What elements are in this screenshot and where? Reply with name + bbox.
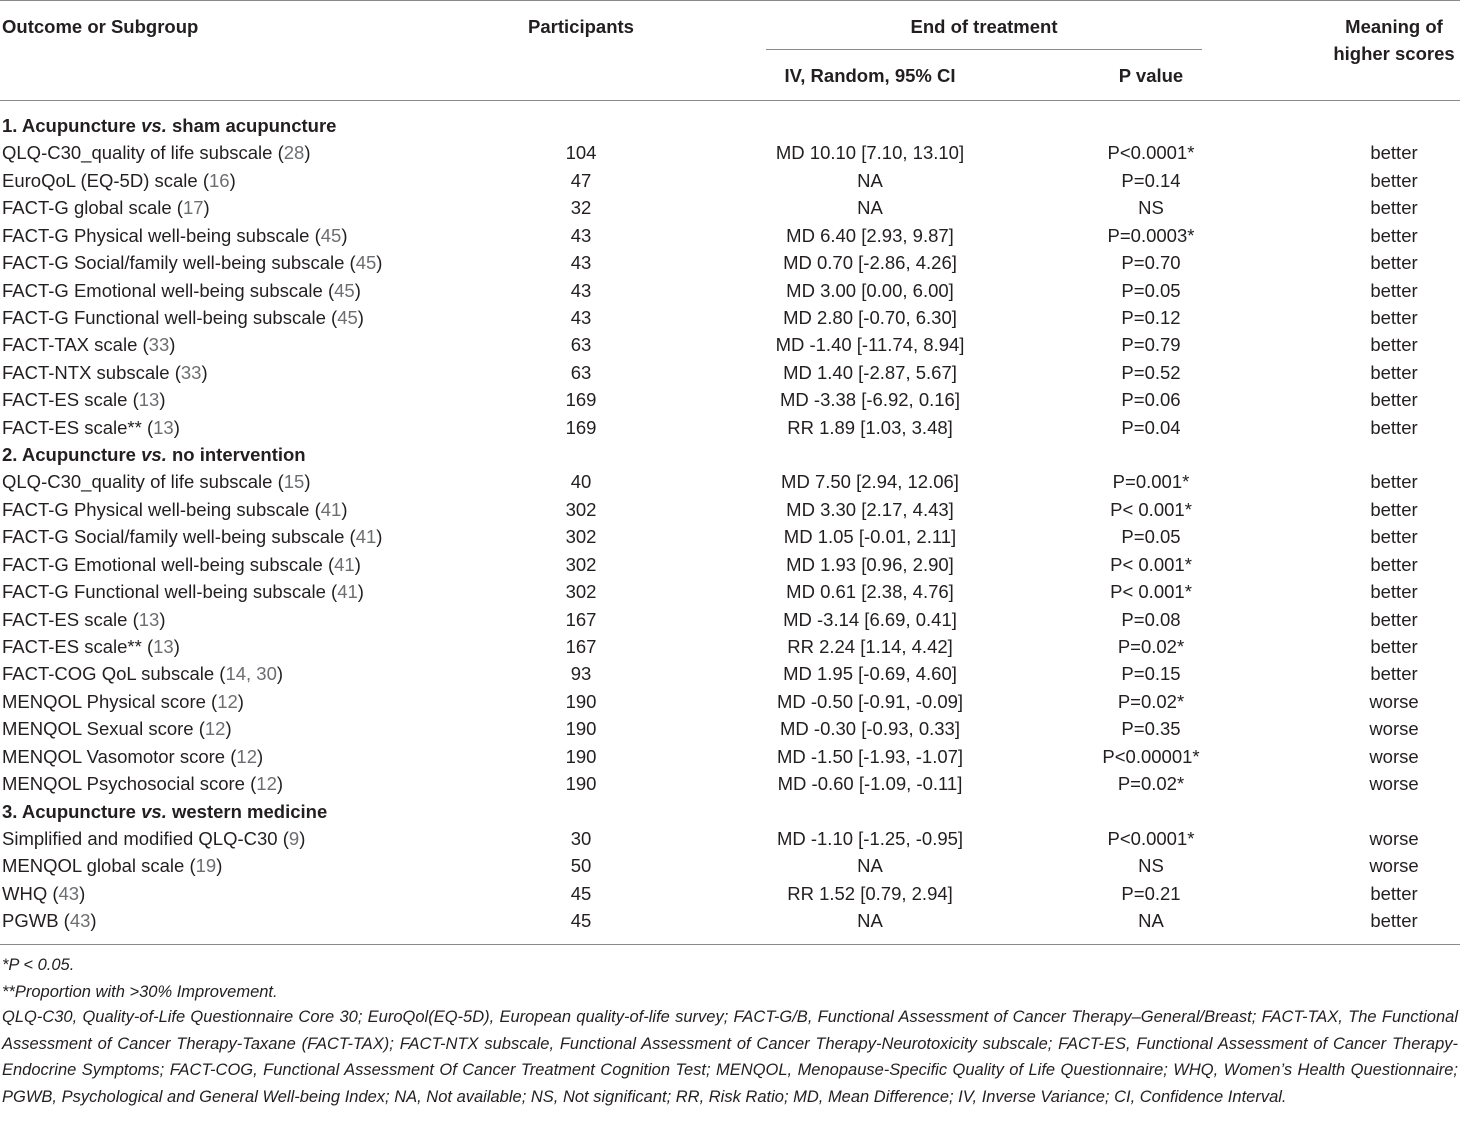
participants-cell: 167 [565,608,597,630]
reference-link[interactable]: 33 [148,334,170,356]
outcome-label-close: ) [216,855,223,877]
participants-cell: 32 [570,197,592,219]
outcome-cell [2,390,165,410]
p-value-cell: P=0.04 [1121,416,1181,438]
outcome-label-close: ) [357,581,364,603]
outcome-label-close: ) [341,498,348,520]
reference-link[interactable]: 14, 30 [225,663,277,685]
outcome-label-close: ) [304,471,311,493]
outcome-cell [2,884,85,904]
meaning-cell: better [1370,361,1418,383]
outcome-label: FACT-G Social/family well-being subscale ( [2,526,356,548]
outcome-label: QLQ-C30_quality of life subscale ( [2,471,284,493]
p-value-cell: P=0.02* [1117,773,1185,795]
reference-link[interactable]: 15 [283,471,305,493]
outcome-label: FACT-ES scale** ( [2,416,154,438]
outcome-cell [2,719,232,739]
outcome-label: PGWB ( [2,910,70,932]
outcome-cell [2,856,222,876]
participants-cell: 302 [565,553,597,575]
outcome-label-close: ) [90,910,97,932]
meaning-cell: better [1370,142,1418,164]
outcome-cell [2,555,361,575]
participants-cell: 190 [565,690,597,712]
ci-cell: RR 1.52 [0.79, 2.94] [787,882,953,904]
reference-link[interactable]: 16 [209,169,230,191]
meaning-cell: better [1370,526,1418,548]
outcome-label-close: ) [229,169,236,191]
outcome-cell [2,363,208,383]
outcome-cell [2,637,180,657]
meaning-cell: better [1370,581,1418,603]
outcome-label: FACT-G Functional well-being subscale ( [2,306,338,328]
participants-cell: 43 [570,252,592,274]
outcome-label-close: ) [79,882,86,904]
participants-cell: 45 [570,882,592,904]
participants-cell: 43 [570,279,592,301]
outcome-label: FACT-ES scale** ( [2,635,154,657]
meaning-cell: better [1370,471,1418,493]
p-value-cell: P=0.14 [1121,169,1181,191]
meaning-cell: better [1370,306,1418,328]
outcome-label-close: ) [304,142,311,164]
header-meaning-line2: higher scores [1333,43,1455,64]
reference-link[interactable]: 45 [355,252,377,274]
outcome-label: FACT-COG QoL subscale ( [2,663,226,685]
ci-cell: MD -0.60 [-1.09, -0.11] [777,773,963,795]
section-heading [2,116,336,136]
ci-cell: MD 1.40 [-2.87, 5.67] [783,361,957,383]
p-value-cell: P<0.00001* [1102,745,1200,767]
p-value-cell: P< 0.001* [1110,553,1192,575]
ci-cell: MD -3.14 [6.69, 0.41] [783,608,957,630]
p-value-cell: P=0.12 [1121,306,1181,328]
section-vs: vs. [141,800,167,822]
outcome-cell [2,747,263,767]
outcome-cell [2,335,175,355]
p-value-cell: P=0.08 [1121,608,1181,630]
reference-link[interactable]: 41 [337,581,358,603]
outcome-label: Simplified and modified QLQ-C30 ( [2,827,289,849]
outcome-cell [2,610,165,630]
footnote-abbreviations: QLQ-C30, Quality-of-Life Questionnaire Core 30; EuroQol(EQ-5D), European quality-of-life survey; FACT-G/B, Functional Assessment of Cancer Therapy–General/Breast; FACT-TAX, The Functional Assessment of Cancer Therapy-Taxane (FACT-TAX); FACT-NTX subscale, Functional Assessment of Cancer Therapy-Neurotoxicity subscale; FACT-ES, Functional Assessment of Cancer Therapy-Endocrine Symptoms; FACT-COG, Functional Assessment Of Cancer Treatment Cognition Test; MENQOL, Menopause-Specific Quality of Life Questionnaire; WHQ, Women’s Health Questionnaire; PGWB, Psychological and General Well-being Index; NA, Not available; NS, Not significant; RR, Risk Ratio; MD, Mean Difference; IV, Inverse Variance; CI, Confidence Interval. [2,1008,1458,1106]
outcome-label: WHQ ( [2,882,59,904]
outcome-label-close: ) [203,197,210,219]
meaning-cell: better [1370,910,1418,932]
reference-link[interactable]: 12 [217,690,238,712]
ci-cell: NA [857,197,883,219]
section-vs: vs. [141,444,167,466]
participants-cell: 63 [570,334,592,356]
participants-cell: 190 [565,718,597,740]
reference-link[interactable]: 13 [138,608,160,630]
ci-cell: NA [857,855,883,877]
outcome-label: FACT-G Physical well-being subscale ( [2,498,321,520]
outcome-label: FACT-NTX subscale ( [2,361,181,383]
outcome-label-close: ) [299,827,306,849]
outcome-cell [2,582,364,602]
reference-link[interactable]: 33 [180,361,202,383]
reference-link[interactable]: 13 [153,635,174,657]
meaning-cell: better [1370,389,1418,411]
reference-link[interactable]: 41 [355,526,377,548]
outcome-label: FACT-ES scale ( [2,389,139,411]
ci-cell: RR 2.24 [1.14, 4.42] [787,635,953,657]
outcome-label-close: ) [276,773,284,795]
outcome-cell [2,527,382,547]
section-number: 3. Acupuncture [2,800,142,822]
meaning-cell: better [1370,635,1418,657]
outcome-label: MENQOL Psychosocial score ( [2,773,257,795]
p-value-cell: P=0.15 [1121,663,1181,685]
meaning-cell: worse [1369,827,1419,849]
p-value-cell: P=0.70 [1121,252,1181,274]
outcome-label-close: ) [169,334,176,356]
p-value-cell: P=0.06 [1121,389,1181,411]
p-value-cell: NA [1138,910,1164,932]
header-subrule [766,49,1202,50]
p-value-cell: P=0.001* [1112,471,1190,493]
footnote-significance: *P < 0.05. [2,956,75,974]
ci-cell: MD 0.70 [-2.86, 4.26] [783,252,957,274]
outcome-cell [2,911,97,931]
meaning-cell: worse [1369,745,1419,767]
header-p-value: P value [1118,65,1184,86]
reference-link[interactable]: 28 [283,142,305,164]
ci-cell: MD 10.10 [7.10, 13.10] [775,142,965,164]
p-value-cell: P<0.0001* [1107,142,1195,164]
p-value-cell: P<0.0001* [1107,827,1195,849]
participants-cell: 47 [570,169,592,191]
meaning-cell: better [1370,882,1418,904]
p-value-cell: P=0.35 [1121,718,1181,740]
p-value-cell: NS [1138,197,1164,219]
p-value-cell: P=0.02* [1117,635,1185,657]
reference-link[interactable]: 45 [334,279,355,301]
header-participants: Participants [528,16,634,37]
meaning-cell: better [1370,608,1418,630]
ci-cell: MD -1.10 [-1.25, -0.95] [776,827,964,849]
participants-cell: 167 [565,635,597,657]
ci-cell: MD 1.93 [0.96, 2.90] [786,553,954,575]
outcome-cell [2,308,364,328]
outcome-label-close: ) [376,526,383,548]
ci-cell: MD 1.05 [-0.01, 2.11] [783,526,957,548]
footnotes [2,952,1458,1005]
ci-cell: MD -0.50 [-0.91, -0.09] [776,690,964,712]
header-iv-random: IV, Random, 95% CI [784,65,956,86]
participants-cell: 302 [565,581,597,603]
meaning-cell: worse [1369,718,1419,740]
p-value-cell: P< 0.001* [1110,498,1192,520]
outcome-label-close: ) [256,745,264,767]
outcome-cell [2,774,283,794]
p-value-cell: P=0.0003* [1107,224,1195,246]
meaning-cell: better [1370,252,1418,274]
section-heading [2,445,306,465]
meaning-cell: worse [1369,690,1419,712]
table-bottom-rule [0,944,1460,945]
outcome-label-close: ) [237,690,244,712]
section-vs: vs. [141,115,167,136]
participants-cell: 40 [570,471,592,493]
outcome-cell [2,692,244,712]
ci-cell: MD 3.00 [0.00, 6.00] [786,279,954,301]
outcome-label: FACT-G Social/family well-being subscale ( [2,252,356,274]
reference-link[interactable]: 9 [288,827,300,849]
outcome-label: FACT-G Functional well-being subscale ( [2,581,338,603]
reference-link[interactable]: 43 [69,910,91,932]
outcome-label-close: ) [341,224,348,246]
p-value-cell: P=0.52 [1121,361,1181,383]
reference-link[interactable]: 12 [204,718,226,740]
outcome-label-close: ) [354,553,361,575]
outcome-cell [2,281,361,301]
meaning-cell: better [1370,169,1418,191]
p-value-cell: P=0.79 [1121,334,1181,356]
header-bottom-rule [0,100,1460,101]
p-value-cell: NS [1138,855,1164,877]
ci-cell: RR 1.89 [1.03, 3.48] [787,416,953,438]
outcome-label: FACT-G global scale ( [2,197,183,219]
outcome-label-close: ) [159,608,166,630]
outcome-label-close: ) [173,416,180,438]
participants-cell: 43 [570,224,592,246]
p-value-cell: P=0.02* [1117,690,1185,712]
outcome-label: FACT-TAX scale ( [2,334,149,356]
reference-link[interactable]: 19 [195,855,217,877]
meaning-cell: better [1370,663,1418,685]
section-comparator: sham acupuncture [166,115,337,136]
participants-cell: 45 [570,910,592,932]
ci-cell: MD -1.50 [-1.93, -1.07] [776,745,964,767]
outcome-cell [2,500,347,520]
participants-cell: 190 [565,773,597,795]
meaning-cell: worse [1369,773,1419,795]
outcome-label-close: ) [173,635,180,657]
reference-link[interactable]: 17 [182,197,204,219]
ci-cell: MD 6.40 [2.93, 9.87] [786,224,954,246]
section-heading [2,802,327,822]
meaning-cell: worse [1369,855,1419,877]
outcome-cell [2,143,311,163]
reference-link[interactable]: 45 [337,306,358,328]
outcome-label-close: ) [201,361,208,383]
section-comparator: western medicine [166,800,328,822]
outcome-label-close: ) [225,718,232,740]
outcome-cell [2,226,347,246]
outcome-cell [2,253,382,273]
section-number: 2. Acupuncture [2,444,142,466]
header-meaning-line1: Meaning of [1345,16,1443,37]
ci-cell: MD 1.95 [-0.69, 4.60] [783,663,957,685]
table-top-rule [0,0,1460,1]
ci-cell: NA [857,910,883,932]
participants-cell: 302 [565,498,597,520]
reference-link[interactable]: 41 [320,498,342,520]
ci-cell: MD 0.61 [2.38, 4.76] [786,581,954,603]
outcome-cell [2,171,236,191]
participants-cell: 169 [565,389,597,411]
outcome-label-close: ) [159,389,166,411]
meaning-cell: better [1370,279,1418,301]
outcome-label: EuroQoL (EQ-5D) scale ( [2,169,209,191]
outcome-label: FACT-G Physical well-being subscale ( [2,224,321,246]
outcome-label: FACT-G Emotional well-being subscale ( [2,553,335,575]
p-value-cell: P=0.21 [1121,882,1181,904]
reference-link[interactable]: 13 [153,416,174,438]
reference-link[interactable]: 12 [236,745,257,767]
outcome-label-close: ) [376,252,383,274]
reference-link[interactable]: 43 [58,882,80,904]
outcome-label: MENQOL Physical score ( [2,690,218,712]
meaning-cell: better [1370,553,1418,575]
ci-cell: NA [857,169,883,191]
reference-link[interactable]: 12 [256,773,277,795]
outcome-label: MENQOL Vasomotor score ( [2,745,237,767]
participants-cell: 93 [570,663,592,685]
participants-cell: 190 [565,745,597,767]
outcome-label-close: ) [357,306,364,328]
outcome-label: MENQOL Sexual score ( [2,718,205,740]
ci-cell: MD 3.30 [2.17, 4.43] [786,498,954,520]
p-value-cell: P=0.05 [1121,526,1181,548]
outcome-cell [2,829,305,849]
section-comparator: no intervention [166,444,306,466]
p-value-cell: P< 0.001* [1110,581,1192,603]
meaning-cell: better [1370,197,1418,219]
participants-cell: 50 [570,855,592,877]
ci-cell: MD -1.40 [-11.74, 8.94] [775,334,965,356]
outcome-label: FACT-ES scale ( [2,608,139,630]
header-end-of-treatment: End of treatment [910,16,1058,37]
participants-cell: 43 [570,306,592,328]
participants-cell: 302 [565,526,597,548]
participants-cell: 30 [570,827,592,849]
meaning-cell: better [1370,416,1418,438]
outcome-label: FACT-G Emotional well-being subscale ( [2,279,335,301]
reference-link[interactable]: 13 [138,389,160,411]
meaning-cell: better [1370,224,1418,246]
reference-link[interactable]: 45 [320,224,342,246]
meaning-cell: better [1370,334,1418,356]
outcome-label-close: ) [354,279,361,301]
section-number: 1. Acupuncture [2,115,142,136]
outcome-label-close: ) [276,663,284,685]
outcome-cell [2,198,210,218]
outcome-cell [2,472,311,492]
outcome-cell [2,418,180,438]
participants-cell: 169 [565,416,597,438]
header-outcome: Outcome or Subgroup [2,16,199,37]
ci-cell: MD -3.38 [-6.92, 0.16] [780,389,960,411]
outcome-cell [2,664,283,684]
participants-cell: 104 [565,142,597,164]
footnote-proportion: **Proportion with >30% Improvement. [2,982,278,1001]
ci-cell: MD 2.80 [-0.70, 6.30] [783,306,957,328]
participants-cell: 63 [570,361,592,383]
p-value-cell: P=0.05 [1121,279,1181,301]
outcome-label: QLQ-C30_quality of life subscale ( [2,142,284,164]
outcome-label: MENQOL global scale ( [2,855,196,877]
reference-link[interactable]: 41 [334,553,355,575]
ci-cell: MD -0.30 [-0.93, 0.33] [780,718,960,740]
meaning-cell: better [1370,498,1418,520]
ci-cell: MD 7.50 [2.94, 12.06] [781,471,959,493]
